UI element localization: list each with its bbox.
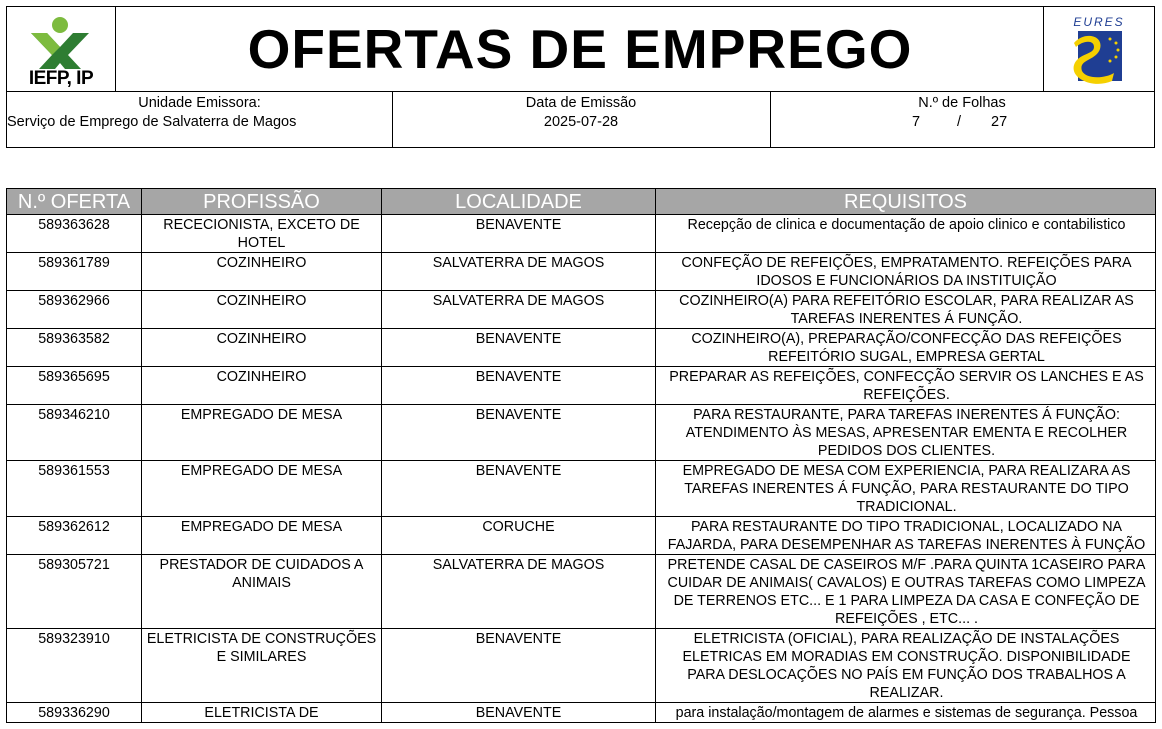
requirements-cell: PARA RESTAURANTE, PARA TAREFAS INERENTES Á FUNÇÃO: ATENDIMENTO ÀS MESAS, APRESENTAR EMENTA E RECOLHER PEDIDOS DOS CLIENTES. xyxy=(656,405,1156,461)
offer-number-cell: 589323910 xyxy=(7,629,142,703)
locality-cell: SALVATERRA DE MAGOS xyxy=(382,253,656,291)
locality-cell: SALVATERRA DE MAGOS xyxy=(382,555,656,629)
locality-cell: SALVATERRA DE MAGOS xyxy=(382,291,656,329)
requirements-cell: PARA RESTAURANTE DO TIPO TRADICIONAL, LOCALIZADO NA FAJARDA, PARA DESEMPENHAR AS TAREFAS INERENTES À FUNÇÃO xyxy=(656,517,1156,555)
table-row xyxy=(7,555,1156,629)
column-header-offer: N.º OFERTA xyxy=(7,189,142,215)
profession-cell: ELETRICISTA DE CONSTRUÇÕES E SIMILARES xyxy=(142,629,382,703)
page-title: OFERTAS DE EMPREGO xyxy=(247,18,913,80)
eures-logo-icon xyxy=(1064,13,1134,85)
profession-cell: EMPREGADO DE MESA xyxy=(142,517,382,555)
table-row xyxy=(7,291,1156,329)
requirements-cell: COZINHEIRO(A), PREPARAÇÃO/CONFECÇÃO DAS REFEIÇÕES REFEITÓRIO SUGAL, EMPRESA GERTAL xyxy=(656,329,1156,367)
issuing-unit-label: Unidade Emissora: xyxy=(138,95,261,111)
job-offers-table xyxy=(6,188,1156,723)
table-row xyxy=(7,329,1156,367)
sheet-count-label: N.º de Folhas xyxy=(918,95,1006,111)
locality-cell: BENAVENTE xyxy=(382,461,656,517)
sheet-separator: / xyxy=(957,114,962,130)
table-row xyxy=(7,517,1156,555)
issuing-unit xyxy=(7,92,393,147)
profession-cell: COZINHEIRO xyxy=(142,253,382,291)
document-header xyxy=(6,6,1155,92)
eures-logo xyxy=(1043,7,1154,91)
offer-number-cell: 589363582 xyxy=(7,329,142,367)
issue-date-label: Data de Emissão xyxy=(525,95,637,111)
column-header-profession: PROFISSÃO xyxy=(142,189,382,215)
table-row xyxy=(7,253,1156,291)
iefp-logo-icon xyxy=(25,13,95,71)
table-row xyxy=(7,215,1156,253)
table-row xyxy=(7,461,1156,517)
requirements-cell: ELETRICISTA (OFICIAL), PARA REALIZAÇÃO DE INSTALAÇÕES ELETRICAS EM MORADIAS EM CONSTRUÇÃO. DISPONIBILIDADE PARA DESLOCAÇÕES NO PAÍS EM FUNÇÃO DOS TRABALHOS A REALIZAR. xyxy=(656,629,1156,703)
requirements-cell: CONFEÇÃO DE REFEIÇÕES, EMPRATAMENTO. REFEIÇÕES PARA IDOSOS E FUNCIONÁRIOS DA INSTITUIÇÃO xyxy=(656,253,1156,291)
locality-cell: BENAVENTE xyxy=(382,703,656,723)
sheet-current: 7 xyxy=(912,114,921,130)
offer-number-cell: 589362966 xyxy=(7,291,142,329)
offer-number-cell: 589362612 xyxy=(7,517,142,555)
locality-cell: BENAVENTE xyxy=(382,629,656,703)
sheet-count xyxy=(770,92,1154,147)
offer-number-cell: 589305721 xyxy=(7,555,142,629)
document-meta xyxy=(6,92,1155,148)
table-row xyxy=(7,629,1156,703)
profession-cell: PRESTADOR DE CUIDADOS A ANIMAIS xyxy=(142,555,382,629)
requirements-cell: para instalação/montagem de alarmes e sistemas de segurança. Pessoa xyxy=(656,703,1156,723)
profession-cell: COZINHEIRO xyxy=(142,291,382,329)
issue-date xyxy=(392,92,771,147)
eures-label: EURES xyxy=(1073,15,1125,29)
requirements-cell: COZINHEIRO(A) PARA REFEITÓRIO ESCOLAR, PARA REALIZAR AS TAREFAS INERENTES Á FUNÇÃO. xyxy=(656,291,1156,329)
locality-cell: CORUCHE xyxy=(382,517,656,555)
column-header-requirements: REQUISITOS xyxy=(656,189,1156,215)
iefp-logo-text: IEFP, IP xyxy=(28,68,94,89)
profession-cell: COZINHEIRO xyxy=(142,329,382,367)
sheet-total: 27 xyxy=(991,114,1008,130)
profession-cell: ELETRICISTA DE xyxy=(142,703,382,723)
requirements-cell: PREPARAR AS REFEIÇÕES, CONFECÇÃO SERVIR OS LANCHES E AS REFEIÇÕES. xyxy=(656,367,1156,405)
issuing-unit-value: Serviço de Emprego de Salvaterra de Magos xyxy=(7,114,297,130)
table-header-row xyxy=(7,189,1156,215)
profession-cell: EMPREGADO DE MESA xyxy=(142,405,382,461)
requirements-cell: PRETENDE CASAL DE CASEIROS M/F .PARA QUINTA 1CASEIRO PARA CUIDAR DE ANIMAIS( CAVALOS) E OUTRAS TAREFAS COMO LIMPEZA DE TERRENOS ETC... E 1 PARA LIMPEZA DA CASA E CONFEÇÃO DE REFEIÇÕES , ETC... . xyxy=(656,555,1156,629)
issue-date-value: 2025-07-28 xyxy=(543,114,619,130)
profession-cell: EMPREGADO DE MESA xyxy=(142,461,382,517)
offer-number-cell: 589346210 xyxy=(7,405,142,461)
iefp-logo xyxy=(7,7,116,91)
locality-cell: BENAVENTE xyxy=(382,329,656,367)
offer-number-cell: 589365695 xyxy=(7,367,142,405)
offer-number-cell: 589361553 xyxy=(7,461,142,517)
offer-number-cell: 589363628 xyxy=(7,215,142,253)
table-row xyxy=(7,703,1156,723)
locality-cell: BENAVENTE xyxy=(382,215,656,253)
requirements-cell: EMPREGADO DE MESA COM EXPERIENCIA, PARA REALIZARA AS TAREFAS INERENTES Á FUNÇÃO, PARA RESTAURANTE DO TIPO TRADICIONAL. xyxy=(656,461,1156,517)
locality-cell: BENAVENTE xyxy=(382,367,656,405)
profession-cell: COZINHEIRO xyxy=(142,367,382,405)
table-row xyxy=(7,367,1156,405)
offer-number-cell: 589361789 xyxy=(7,253,142,291)
profession-cell: RECECIONISTA, EXCETO DE HOTEL xyxy=(142,215,382,253)
table-row xyxy=(7,405,1156,461)
requirements-cell: Recepção de clinica e documentação de apoio clinico e contabilistico xyxy=(656,215,1156,253)
offer-number-cell: 589336290 xyxy=(7,703,142,723)
column-header-locality: LOCALIDADE xyxy=(382,189,656,215)
locality-cell: BENAVENTE xyxy=(382,405,656,461)
